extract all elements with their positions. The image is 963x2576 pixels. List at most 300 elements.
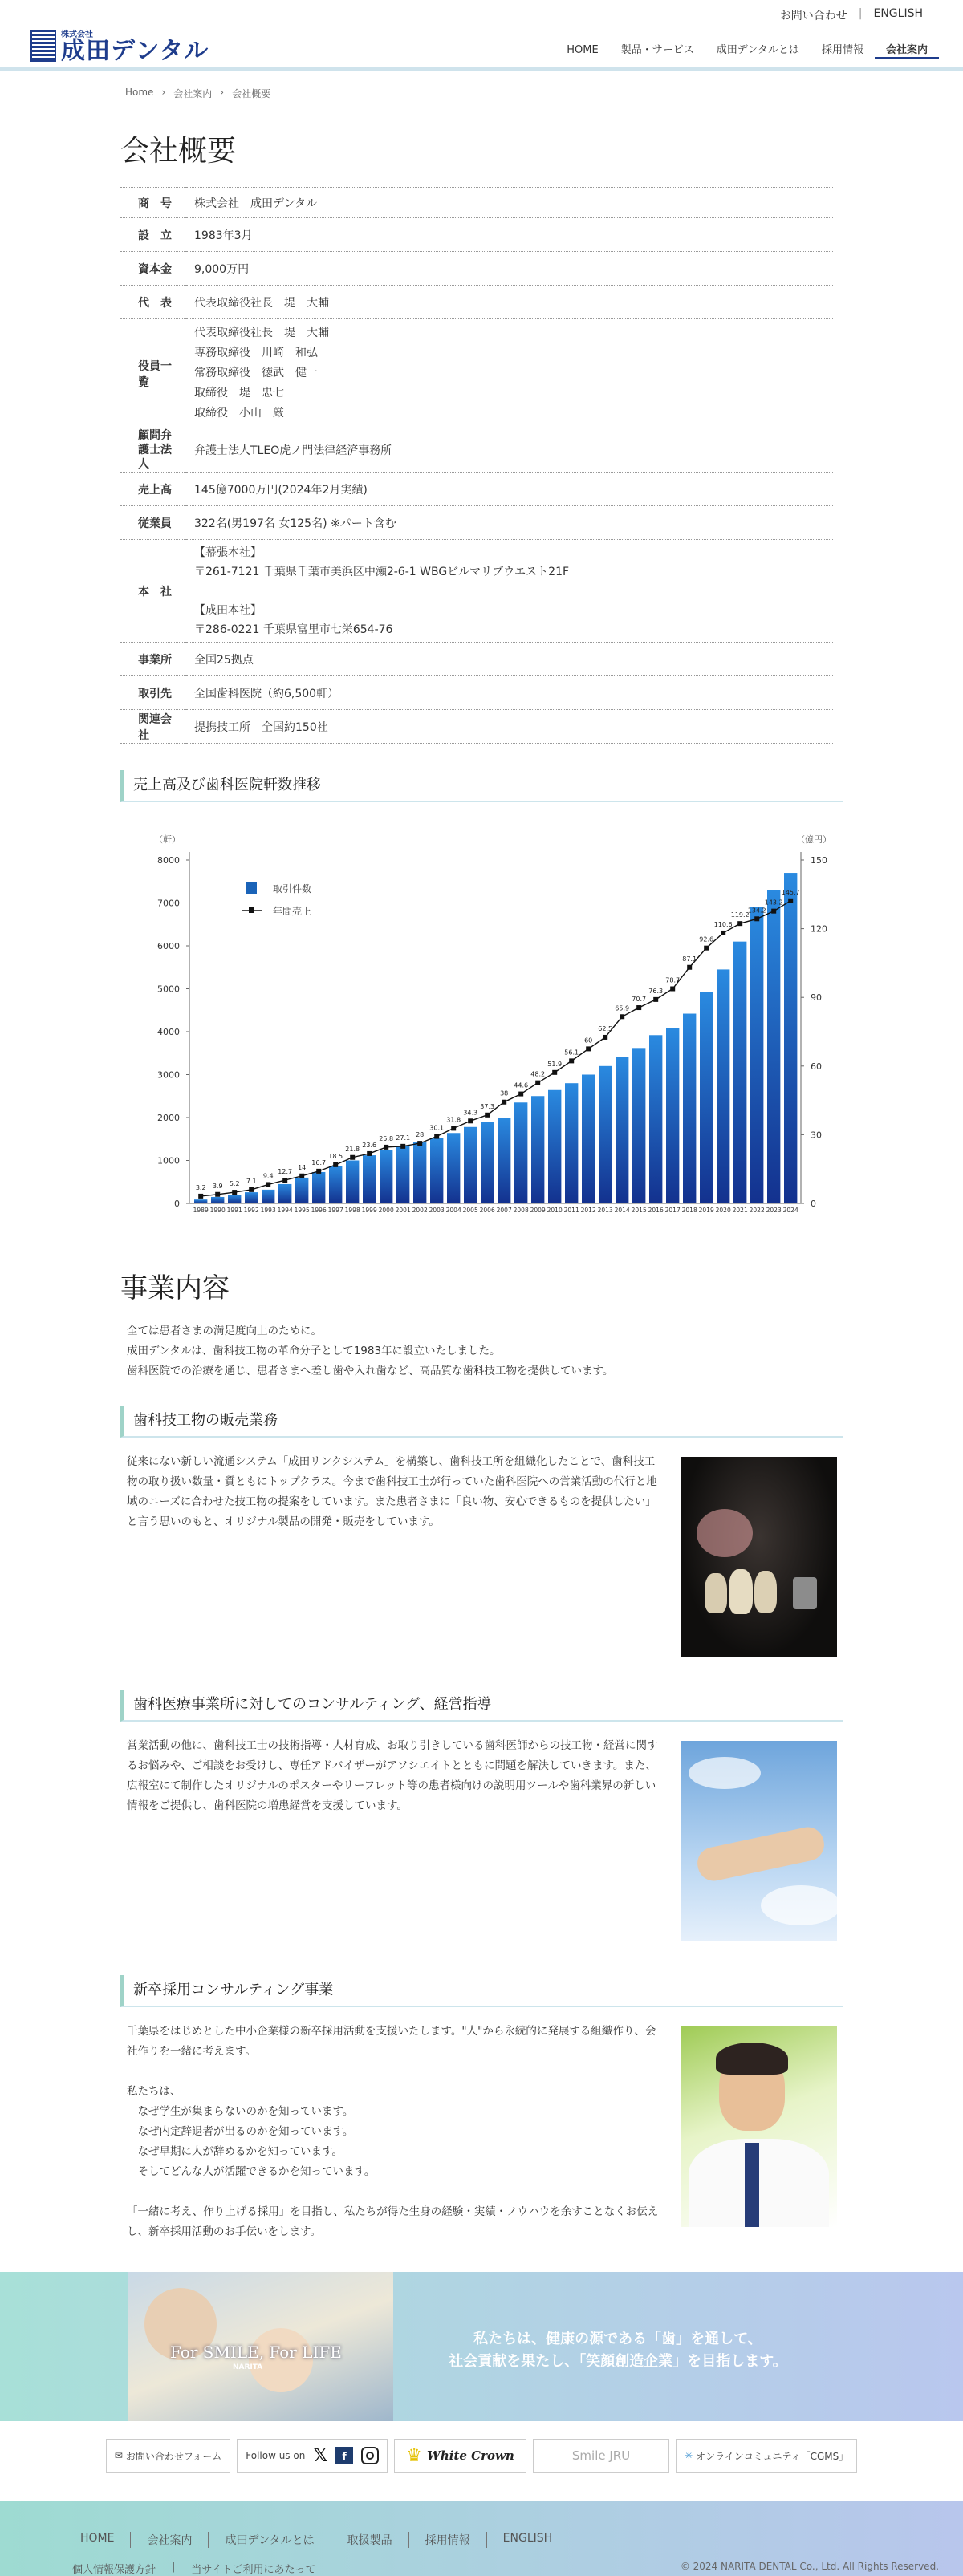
banner-slogan: For SMILE, For LIFE <box>170 2343 342 2362</box>
data-label: 44.6 <box>514 1081 529 1089</box>
data-label: 16.7 <box>311 1158 327 1166</box>
x-icon[interactable]: 𝕏 <box>313 2445 328 2466</box>
contact-form-label: お問い合わせフォーム <box>125 2450 222 2462</box>
hq-line: 〒261-7121 千葉県千葉市美浜区中瀬2-6-1 WBGビルマリブウエスト21F <box>194 565 570 578</box>
sales-marker <box>232 1190 237 1195</box>
bar <box>700 992 713 1203</box>
follow-label: Follow us on <box>246 2450 306 2461</box>
row-key: 本 社 <box>120 540 186 643</box>
data-label: 145.7 <box>781 888 800 896</box>
x-tick-label: 2006 <box>479 1207 495 1214</box>
footer-nav-recruit[interactable]: 採用情報 <box>409 2532 487 2548</box>
bar <box>717 969 729 1203</box>
row-value: 代表取締役社長 堤 大輔 <box>186 286 833 319</box>
data-label: 23.6 <box>362 1141 377 1149</box>
slogan-banner <box>0 2272 963 2421</box>
row-key: 関連会社 <box>120 710 186 744</box>
x-tick-label: 1997 <box>327 1207 343 1214</box>
nav-products[interactable]: 製品・サービス <box>620 44 694 56</box>
x-tick-label: 1998 <box>344 1207 360 1214</box>
x-tick-label: 2012 <box>580 1207 596 1214</box>
x-tick-label: 2001 <box>395 1207 411 1214</box>
data-label: 110.6 <box>713 920 733 928</box>
intro-line: 歯科医院での治療を通じ、患者さまへ差し歯や入れ歯など、高品質な歯科技工物を提供しています。 <box>127 1365 614 1377</box>
bar <box>211 1197 224 1203</box>
text-line: 「一緒に考え、作り上げる採用」を目指し、私たちが得た生身の経験・実績・ノウハウを余すことなくお伝えし、新卒採用活動のお手伝いをします。 <box>127 2205 659 2238</box>
bar <box>649 1035 662 1203</box>
data-label: 9.4 <box>262 1172 274 1180</box>
x-tick-label: 1992 <box>243 1207 259 1214</box>
white-crown-link[interactable] <box>394 2439 526 2473</box>
footer-nav-company[interactable]: 会社案内 <box>131 2532 209 2548</box>
left-tick-label: 0 <box>174 1199 180 1209</box>
data-label: 60 <box>584 1036 593 1045</box>
x-tick-label: 1996 <box>311 1207 327 1214</box>
logo-mark-icon <box>30 30 56 62</box>
business-title: 事業内容 <box>120 1272 230 1304</box>
bar <box>784 873 797 1203</box>
sales-marker <box>737 921 742 926</box>
x-tick-label: 2002 <box>412 1207 428 1214</box>
sales-marker <box>552 1070 557 1075</box>
legend-bar-label: 取引件数 <box>273 883 312 895</box>
sales-marker <box>282 1178 287 1183</box>
banner-message <box>393 2328 843 2373</box>
bar <box>498 1118 510 1203</box>
table-row <box>120 252 833 286</box>
bar <box>616 1057 628 1203</box>
section-title-consulting: 歯科医療事業所に対してのコンサルティング、経営指導 <box>120 1690 843 1722</box>
x-tick-label: 2000 <box>378 1207 394 1214</box>
hq-line: 〒286-0221 千葉県富里市七栄654-76 <box>194 623 393 636</box>
sales-marker <box>636 1005 641 1010</box>
row-value: 弁護士法人TLEO虎ノ門法律経済事務所 <box>186 428 833 473</box>
company-profile-table <box>120 187 833 744</box>
row-key: 取引先 <box>120 676 186 710</box>
smile-jru-label: Smile JRU <box>571 2448 631 2463</box>
community-label: オンラインコミュニティ「CGMS」 <box>696 2450 849 2462</box>
bar <box>346 1161 359 1204</box>
bar <box>481 1122 494 1203</box>
text-line: なぜ学生が集まらないのかを知っています。 <box>127 2105 354 2118</box>
sales-marker <box>434 1134 439 1139</box>
table-row <box>120 428 833 473</box>
chart-section-title: 売上高及び歯科医院軒数推移 <box>120 770 843 802</box>
table-row <box>120 218 833 252</box>
breadcrumb-home[interactable]: Home <box>125 87 154 98</box>
nav-recruit[interactable]: 採用情報 <box>821 44 863 56</box>
table-row <box>120 676 833 710</box>
bar <box>464 1127 477 1203</box>
logo-small-text: 株式会社 <box>61 30 93 39</box>
x-tick-label: 1994 <box>277 1207 293 1214</box>
bar <box>228 1195 241 1203</box>
logo-main-text: 成田デンタル <box>61 37 209 65</box>
section-title-sales: 歯科技工物の販売業務 <box>120 1406 843 1438</box>
footer-nav-products[interactable]: 取扱製品 <box>331 2532 409 2548</box>
community-icon: ✳ <box>685 2450 693 2461</box>
sales-marker <box>502 1100 506 1105</box>
legend-bar-swatch <box>246 882 257 894</box>
left-tick-label: 6000 <box>157 941 180 951</box>
nav-about[interactable]: 成田デンタルとは <box>716 44 799 56</box>
crown-icon: ♛ <box>406 2445 423 2466</box>
data-label: 3.2 <box>195 1183 206 1191</box>
officer-line: 専務取締役 川崎 和弘 <box>194 347 318 359</box>
row-key: 役員一覧 <box>120 319 186 428</box>
banner-brand: NARITA <box>233 2363 263 2371</box>
row-key: 従業員 <box>120 506 186 540</box>
handshake-photo <box>681 1741 837 1941</box>
sales-marker <box>451 1126 456 1130</box>
section-text-recruit <box>127 2022 663 2242</box>
data-label: 134.2 <box>747 907 766 915</box>
section-text-sales: 従来にない新しい流通システム「成田リンクシステム」を構築し、歯科技工所を組織化したことで、歯科技工物の取り扱い数量・質ともにトップクラス。今まで歯科技工士が行っていた歯科医院への営業活動の代行と地域のニーズに合わせた技工物の提案をしています。また患者さまに「良い物、安心できるものを提供したい」と言う思いのもと、オリジナル製品の開発・販売をしています。 <box>127 1455 657 1528</box>
terms-link[interactable]: 当サイトご利用にあたって <box>191 2564 316 2576</box>
row-key: 事業所 <box>120 643 186 676</box>
sales-marker <box>485 1113 490 1118</box>
x-tick-label: 1990 <box>209 1207 226 1214</box>
section-title-recruit: 新卒採用コンサルティング事業 <box>120 1975 843 2007</box>
right-unit: （億円） <box>796 834 831 845</box>
left-tick-label: 5000 <box>157 984 180 995</box>
sales-marker <box>333 1162 338 1167</box>
data-label: 70.7 <box>632 996 647 1004</box>
bar <box>683 1014 696 1203</box>
right-tick-label: 90 <box>811 992 822 1004</box>
nav-company[interactable]: 会社案内 <box>875 42 939 59</box>
x-tick-label: 1989 <box>193 1207 209 1214</box>
white-crown-label: White Crown <box>427 2448 514 2463</box>
officer-line: 常務取締役 徳武 健一 <box>194 367 318 379</box>
chart-legend <box>242 882 311 917</box>
sales-marker <box>569 1058 574 1063</box>
page-title: 会社概要 <box>120 135 237 168</box>
nav-home[interactable]: HOME <box>567 44 599 56</box>
right-tick-label: 150 <box>811 855 827 866</box>
sales-marker <box>299 1174 304 1178</box>
data-label: 119.2 <box>730 911 750 919</box>
intro-line: 成田デンタルは、歯科技工物の革命分子として1983年に設立いたしました。 <box>127 1345 501 1357</box>
data-label: 48.2 <box>530 1070 546 1078</box>
data-label: 27.1 <box>396 1134 411 1142</box>
data-label: 3.9 <box>212 1182 223 1190</box>
sales-marker <box>198 1194 203 1199</box>
x-tick-label: 1999 <box>361 1207 377 1214</box>
x-tick-label: 2010 <box>547 1207 563 1214</box>
banner-photo <box>128 2272 393 2421</box>
sales-marker <box>535 1081 540 1085</box>
sales-marker <box>417 1141 422 1146</box>
x-tick-label: 2003 <box>429 1207 445 1214</box>
x-tick-label: 2009 <box>530 1207 546 1214</box>
contact-form-link[interactable] <box>106 2439 230 2473</box>
footer-link-bar <box>0 2439 963 2473</box>
data-label: 28 <box>416 1131 425 1139</box>
text-line: そしてどんな人が活躍できるかを知っています。 <box>127 2165 376 2178</box>
data-label: 7.1 <box>246 1177 257 1185</box>
bar <box>430 1138 443 1203</box>
bar <box>750 907 763 1203</box>
table-row <box>120 286 833 319</box>
spacer <box>194 582 825 601</box>
bar <box>531 1096 544 1203</box>
hands-shape <box>694 1824 827 1884</box>
footer-sub-nav <box>64 2561 324 2576</box>
businessman-photo <box>681 2026 837 2227</box>
bar <box>666 1028 679 1203</box>
row-value: 145億7000万円(2024年2月実績) <box>186 473 833 506</box>
sales-marker <box>266 1182 270 1187</box>
data-label: 76.3 <box>648 987 664 995</box>
x-tick-label: 2017 <box>664 1207 681 1214</box>
intro-line: 全ては患者さまの満足度向上のために。 <box>127 1325 322 1337</box>
footer-nav-english[interactable]: ENGLISH <box>502 2532 553 2545</box>
sales-marker <box>603 1035 607 1040</box>
x-tick-label: 2004 <box>445 1207 461 1214</box>
right-tick-label: 60 <box>811 1061 822 1072</box>
right-tick-label: 120 <box>811 923 827 935</box>
table-row <box>120 188 833 218</box>
bar <box>599 1066 612 1203</box>
text-line: なぜ内定辞退者が出るのかを知っています。 <box>127 2125 354 2138</box>
data-label: 34.3 <box>463 1109 478 1117</box>
header <box>0 0 963 71</box>
data-label: 14 <box>298 1163 307 1171</box>
table-row <box>120 710 833 744</box>
table-row <box>120 319 833 428</box>
sales-marker <box>316 1169 321 1174</box>
sales-marker <box>670 987 675 992</box>
bar <box>262 1190 274 1203</box>
tie-shape <box>745 2143 759 2227</box>
bar <box>447 1133 460 1203</box>
data-label: 92.6 <box>699 935 714 943</box>
banner-message-line: 私たちは、健康の源である「歯」を通して、 <box>473 2331 762 2347</box>
sales-chart <box>120 826 843 1227</box>
text-line: なぜ早期に人が辞めるかを知っています。 <box>127 2145 343 2158</box>
officer-line: 取締役 堤 忠七 <box>194 387 284 400</box>
breadcrumb-company[interactable]: 会社案内 <box>173 88 213 99</box>
sales-marker <box>215 1192 220 1197</box>
bar <box>733 942 746 1203</box>
left-tick-label: 4000 <box>157 1027 180 1037</box>
left-tick-label: 1000 <box>157 1155 180 1166</box>
bar <box>767 890 780 1203</box>
bar <box>380 1150 392 1203</box>
x-tick-label: 2013 <box>597 1207 613 1214</box>
table-row <box>120 473 833 506</box>
table-row <box>120 540 833 643</box>
social-links <box>237 2439 388 2473</box>
table-row <box>120 643 833 676</box>
data-label: 38 <box>500 1089 509 1097</box>
left-tick-label: 2000 <box>157 1113 180 1123</box>
english-link[interactable]: ENGLISH <box>873 7 923 20</box>
left-tick-label: 3000 <box>157 1069 180 1081</box>
sales-marker <box>400 1144 405 1149</box>
data-label: 56.1 <box>564 1049 579 1057</box>
bar <box>582 1075 595 1204</box>
data-label: 18.5 <box>328 1152 343 1160</box>
sales-marker <box>249 1187 254 1192</box>
footer-nav-about[interactable]: 成田デンタルとは <box>209 2532 331 2548</box>
row-key: 設 立 <box>120 218 186 252</box>
section-text-consulting: 営業活動の他に、歯科技工士の技術指導・人材育成、お取り引きしている歯科医師からの技工物・経営に関するお悩みや、ご相談をお受けし、専任アドバイザーがアソシエイトとともに問題を解決していきます。また、広報室にて制作したオリジナルのポスターやリーフレット等の患者様向けの説明用ツールや歯科業界の新しい情報をご提供し、歯科医院の増患経営を支援しています。 <box>127 1739 658 1812</box>
sales-marker <box>687 965 692 970</box>
x-tick-label: 2016 <box>648 1207 664 1214</box>
left-tick-label: 8000 <box>157 855 180 866</box>
chevron-right-icon: › <box>161 87 166 98</box>
legend-line-label: 年間売上 <box>273 906 312 917</box>
row-value: 322名(男197名 女125名) ※パート含む <box>186 506 833 540</box>
data-label: 62.5 <box>598 1024 613 1032</box>
row-value: 全国25拠点 <box>186 643 833 676</box>
sales-marker <box>620 1014 624 1019</box>
sales-marker <box>721 931 725 935</box>
bar <box>565 1083 578 1203</box>
sales-marker <box>771 909 776 914</box>
divider: | <box>858 7 863 20</box>
copyright: © 2024 NARITA DENTAL Co., Ltd. All Rights Reserved. <box>680 2561 939 2572</box>
bar <box>514 1102 527 1203</box>
data-label: 12.7 <box>278 1168 293 1176</box>
row-value: 9,000万円 <box>186 252 833 286</box>
sales-marker <box>384 1145 388 1150</box>
row-key: 顧問弁護士法人 <box>120 428 186 473</box>
text-line: 私たちは、 <box>127 2085 181 2098</box>
dentures-photo <box>681 1457 837 1657</box>
x-tick-label: 2018 <box>681 1207 697 1214</box>
x-tick-label: 2005 <box>462 1207 478 1214</box>
divider: | <box>172 2561 176 2573</box>
sales-marker <box>367 1151 372 1156</box>
banner-message-line: 社会貢献を果たし、「笑顔創造企業」を目指します。 <box>449 2353 787 2370</box>
x-tick-label: 2019 <box>698 1207 714 1214</box>
data-label: 31.8 <box>446 1116 461 1124</box>
data-label: 143.2 <box>764 899 783 907</box>
sales-marker <box>350 1155 355 1160</box>
x-tick-label: 2014 <box>614 1207 630 1214</box>
breadcrumb-current: 会社概要 <box>232 88 271 99</box>
x-tick-label: 2021 <box>732 1207 748 1214</box>
sales-marker <box>788 899 793 903</box>
footer-nav-home[interactable]: HOME <box>64 2532 131 2548</box>
officer-line: 代表取締役社長 堤 大輔 <box>194 327 329 339</box>
hq-line: 【成田本社】 <box>194 603 262 617</box>
tooth-shape <box>705 1573 727 1613</box>
bar <box>363 1155 376 1203</box>
tooth-shape <box>754 1571 777 1613</box>
bar <box>329 1166 342 1203</box>
left-unit: （軒） <box>154 834 181 845</box>
global-nav <box>555 42 939 59</box>
sales-marker <box>754 916 759 921</box>
row-value: 1983年3月 <box>186 218 833 252</box>
row-value: 提携技工所 全国約150社 <box>186 710 833 744</box>
x-tick-label: 2011 <box>563 1207 579 1214</box>
company-logo[interactable] <box>30 27 209 63</box>
x-tick-label: 2022 <box>749 1207 765 1214</box>
bar <box>312 1172 325 1203</box>
sales-marker <box>518 1092 523 1097</box>
sales-marker <box>653 997 658 1002</box>
data-label: 37.3 <box>480 1102 495 1110</box>
x-tick-label: 2015 <box>631 1207 647 1214</box>
chevron-right-icon: › <box>220 87 225 98</box>
row-value: 全国歯科医院（約6,500軒） <box>186 676 833 710</box>
row-key: 売上高 <box>120 473 186 506</box>
data-label: 21.8 <box>345 1145 360 1153</box>
bar <box>413 1142 426 1203</box>
privacy-link[interactable]: 個人情報保護方針 <box>72 2564 156 2576</box>
contact-link[interactable]: お問い合わせ <box>779 10 847 22</box>
x-tick-label: 1991 <box>226 1207 242 1214</box>
bar <box>245 1192 258 1203</box>
tooth-shape <box>729 1569 753 1614</box>
row-value: 株式会社 成田デンタル <box>186 188 833 218</box>
table-row <box>120 506 833 540</box>
sales-marker <box>704 946 709 951</box>
sales-marker <box>586 1046 591 1051</box>
x-tick-label: 2023 <box>766 1207 782 1214</box>
x-tick-label: 2020 <box>715 1207 731 1214</box>
implant-shape <box>793 1577 817 1609</box>
data-label: 51.9 <box>547 1060 563 1068</box>
data-label: 5.2 <box>229 1180 240 1188</box>
legend-line-marker <box>249 907 254 913</box>
data-label: 65.9 <box>615 1004 630 1012</box>
bar <box>632 1048 645 1203</box>
mail-icon: ✉ <box>114 2450 123 2461</box>
data-label: 25.8 <box>379 1134 394 1142</box>
officer-line: 取締役 小山 厳 <box>194 407 284 420</box>
data-label: 78.7 <box>665 976 681 984</box>
smile-jru-link[interactable] <box>533 2439 669 2473</box>
x-tick-label: 2024 <box>782 1207 798 1214</box>
row-key: 資本金 <box>120 252 186 286</box>
text-line: 千葉県をはじめとした中小企業様の新卒採用活動を支援いたします。"人"から永続的に発展する組織作り、会社作りを一緒に考えます。 <box>127 2025 656 2058</box>
row-key: 代 表 <box>120 286 186 319</box>
bar <box>396 1146 409 1203</box>
x-tick-label: 2007 <box>496 1207 512 1214</box>
bar <box>295 1178 308 1203</box>
bar <box>548 1090 561 1203</box>
chart-bars <box>193 873 798 1214</box>
x-tick-label: 1995 <box>294 1207 310 1214</box>
footer <box>0 2501 963 2576</box>
right-tick-label: 30 <box>811 1130 822 1141</box>
x-tick-label: 2008 <box>513 1207 529 1214</box>
footer-nav <box>64 2532 568 2548</box>
data-label: 87.1 <box>682 955 697 963</box>
data-label: 30.1 <box>429 1124 445 1132</box>
bar <box>194 1199 207 1203</box>
right-tick-label: 0 <box>811 1199 816 1209</box>
left-tick-label: 7000 <box>157 898 180 909</box>
community-link[interactable] <box>676 2439 857 2473</box>
business-intro <box>127 1321 833 1381</box>
x-tick-label: 1993 <box>260 1207 276 1214</box>
hq-line: 【幕張本社】 <box>194 546 262 559</box>
instagram-icon[interactable] <box>361 2447 379 2464</box>
sales-marker <box>468 1118 473 1123</box>
facebook-icon[interactable]: f <box>335 2447 353 2464</box>
utility-nav <box>780 7 923 23</box>
bar <box>278 1184 291 1203</box>
breadcrumb <box>125 87 270 100</box>
row-key: 商 号 <box>120 188 186 218</box>
